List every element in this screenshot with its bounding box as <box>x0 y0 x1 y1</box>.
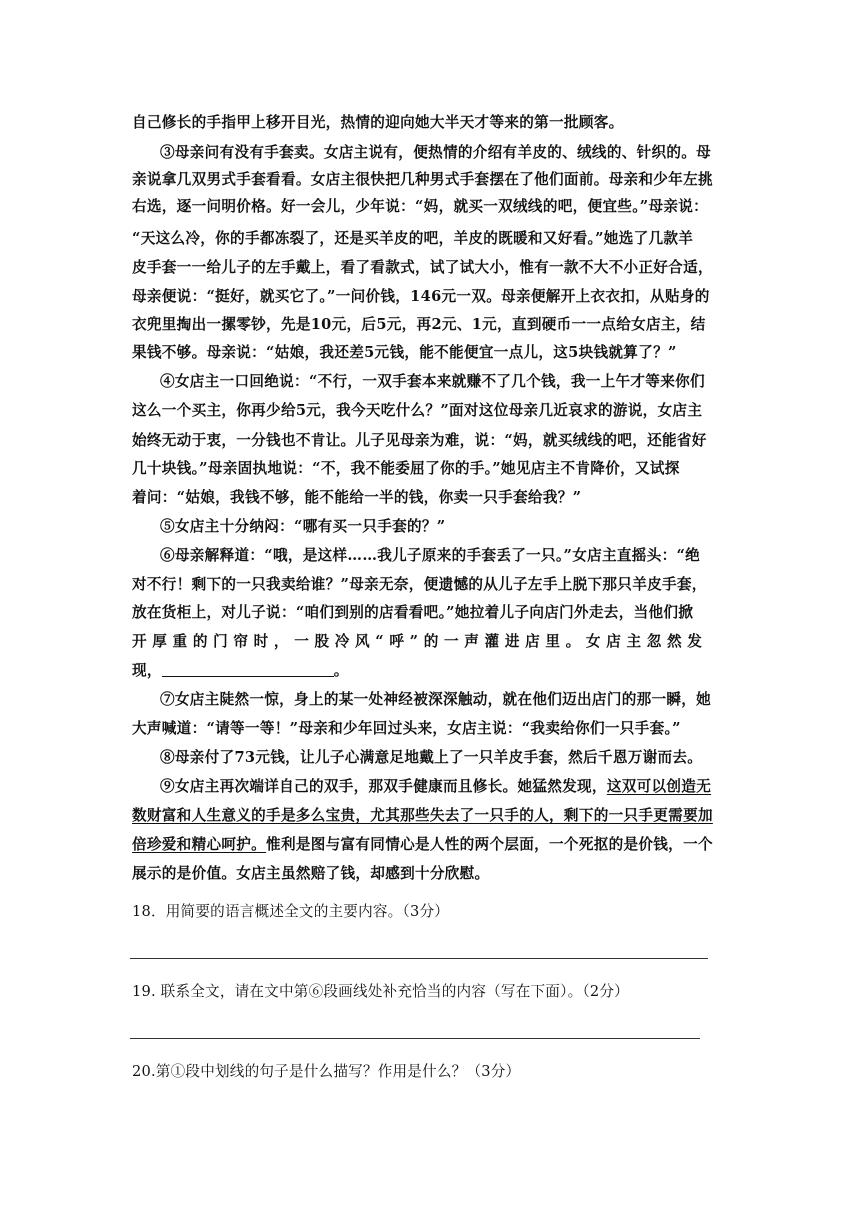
passage-paragraph-4-line: ④女店主一口回绝说：“不行，一双手套本来就赚不了几个钱，我一上午才等来你们 <box>160 373 705 390</box>
underlined-sentence: 这双可以创造无 <box>606 778 712 795</box>
question-19: 19. 联系全文，请在文中第⑥段画线处补充恰当的内容（写在下面）。（2分） <box>132 983 629 1000</box>
passage-paragraph-9-line <box>160 777 732 797</box>
passage-line: 对不行！剩下的一只我卖给谁？”母亲无奈，便遗憾的从儿子左手上脱下那只羊皮手套， <box>132 576 707 593</box>
question-18: 18．用简要的语言概述全文的主要内容。（3分） <box>132 903 450 920</box>
passage-line-mixed <box>132 835 732 855</box>
passage-line: 始终无动于衷，一分钱也不肯让。儿子见母亲为难，说：“妈，就买绒线的吧，还能省好 <box>132 432 707 449</box>
passage-line: 果钱不够。母亲说：“姑娘，我还差5元钱，能不能便宜一点儿，这5块钱就算了？” <box>132 344 677 361</box>
passage-line: 放在货柜上，对儿子说：“咱们到别的店看看吧。”她拉着儿子向店门外走去，当他们掀 <box>132 604 694 621</box>
paragraph-9-text: ⑨女店主再次端详自己的双手，那双手健康而且修长。她猛然发现， <box>160 778 607 795</box>
passage-text: 惟利是图与富有同情心是人性的两个层面，一个死抠的是价钱，一个 <box>266 836 713 853</box>
passage-line: 这么一个买主，你再少给5元，我今天吃什么？”面对这位母亲几近哀求的游说，女店主 <box>132 402 703 419</box>
passage-line: 开 厚 重 的 门 帘 时 ， 一 股 冷 风 “ 呼 ” 的 一 声 灌 进 店 里 。 女 店 主 忽 然 发 <box>132 633 703 650</box>
passage-line: 母亲便说：“挺好，就买它了。”一问价钱，146元一双。母亲便解开上衣衣扣，从贴身的 <box>132 288 710 305</box>
passage-paragraph-5-line: ⑤女店主十分纳闷：“哪有买一只手套的？” <box>160 518 446 535</box>
underlined-sentence-line: 数财富和人生意义的手是多么宝贵，尤其那些失去了一只手的人，剩下的一只手更需要加 <box>132 807 713 824</box>
passage-line: 自己修长的手指甲上移开目光，热情的迎向她大半天才等来的第一批顾客。 <box>132 114 624 131</box>
underlined-sentence-end: 倍珍爱和精心呵护。 <box>132 836 267 853</box>
passage-line: 衣兜里掏出一摞零钞，先是10元，后5元，再2元、1元，直到硬币一一点给女店主，结 <box>132 316 706 333</box>
blank-prefix: 现， <box>132 662 162 679</box>
passage-line: 皮手套一一给儿子的左手戴上，看了看款式，试了试大小，惟有一款不大不小正好合适， <box>132 259 713 276</box>
passage-line: 大声喊道：“请等一等！”母亲和少年回过头来，女店主说：“我卖给你们一只手套。” <box>132 720 681 737</box>
passage-line: 几十块钱。”母亲固执地说：“不，我不能委屈了你的手。”她见店主不肯降价，又试探 <box>132 460 680 477</box>
passage-paragraph-8-line: ⑧母亲付了73元钱，让儿子心满意足地戴上了一只羊皮手套，然后千恩万谢而去。 <box>160 749 703 766</box>
blank-suffix: 。 <box>333 662 349 679</box>
question-18-answer-line[interactable] <box>130 958 708 959</box>
question-20: 20.第①段中划线的句子是什么描写？作用是什么？（3分） <box>132 1063 521 1080</box>
passage-paragraph-7-line: ⑦女店主陡然一惊，身上的某一处神经被深深触动，就在他们迈出店门的那一瞬，她 <box>160 691 712 708</box>
question-19-answer-line[interactable] <box>130 1038 700 1039</box>
passage-line-with-blank <box>132 661 732 681</box>
passage-paragraph-6-line: ⑥母亲解释道：“哦，是这样……我儿子原来的手套丢了一只。”女店主直摇头：“绝 <box>160 547 701 564</box>
passage-line: 着问：“姑娘，我钱不够，能不能给一半的钱，你卖一只手套给我？” <box>132 489 582 506</box>
fill-in-blank[interactable] <box>162 661 334 677</box>
passage-line: “天这么冷，你的手都冻裂了，还是买羊皮的吧，羊皮的既暖和又好看。”她选了几款羊 <box>132 230 694 247</box>
passage-paragraph-3-line: ③母亲问有没有手套卖。女店主说有，便热情的介绍有羊皮的、绒线的、针织的。母 <box>160 144 712 161</box>
passage-line: 右选，逐一问明价格。好一会儿，少年说：“妈，就买一双绒线的吧，便宜些。”母亲说： <box>132 198 709 215</box>
passage-line: 展示的是价值。女店主虽然赔了钱，却感到十分欣慰。 <box>132 865 490 882</box>
passage-line: 亲说拿几双男式手套看看。女店主很快把几种男式手套摆在了他们面前。母亲和少年左挑 <box>132 171 713 188</box>
